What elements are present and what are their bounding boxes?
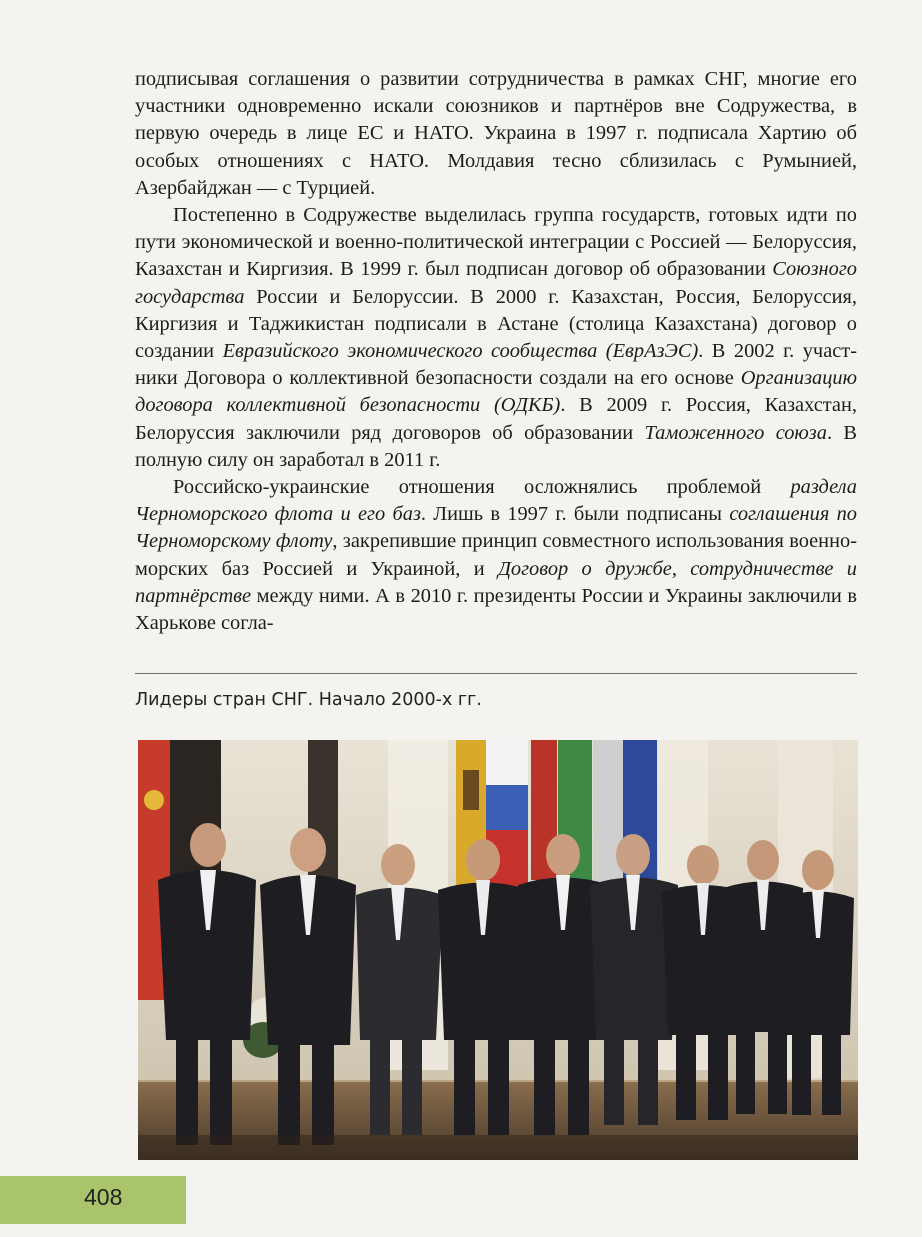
italic-term: Союзного государства	[135, 258, 857, 308]
body-text	[135, 66, 857, 637]
text-run: подписывая соглашения о развитии сотрудничества в рамках СНГ, многие его участники одновременно искали союзников и партнёров вне Содружества, в первую очередь в лице ЕС и НАТО. Украина в 1997 г. подписала Хартию об особых отношениях с НАТО. Молдавия тесно сблизилась с Румынией, Азербайджан — с Турцией.	[135, 68, 857, 199]
italic-term: Таможенного союза	[644, 421, 827, 444]
italic-term: раздела Черноморского флота и его баз	[135, 476, 857, 526]
text-run: Российско-украинские отношения осложнялись проблемой	[173, 476, 791, 499]
text-run: . В 2009 г. Россия, Казахстан, Белоруссия заключили ряд договоров об образовании	[135, 394, 857, 444]
text-run: . В полную силу он заработал в 2011 г.	[135, 421, 858, 471]
italic-term: Евразийского экономического сообщества (ЕврАзЭС)	[222, 340, 699, 363]
text-run: . Лишь в 1997 г. были подписаны	[420, 503, 730, 526]
italic-term: соглашения по Черноморскому флоту	[135, 503, 858, 553]
group-photo	[138, 740, 858, 1160]
paragraph-1	[135, 66, 857, 202]
text-run: . В 2002 г. участники Договора о коллективной безопасности создали на его основе	[135, 340, 857, 390]
text-run: России и Белоруссии. В 2000 г. Казахстан, Россия, Белоруссия, Киргизия и Таджикистан подписали в Астане (столица Казахстана) договор о создании	[135, 285, 857, 363]
paragraph-3	[135, 474, 857, 637]
group-photo-illustration	[138, 740, 858, 1160]
page-number: 408	[84, 1184, 123, 1210]
photo-caption: Лидеры стран СНГ. Начало 2000-х гг.	[135, 690, 482, 710]
text-run: Постепенно в Содружестве выделилась группа государств, готовых идти по пути экономической и военно-политической интеграции с Россией — Белоруссия, Казахстан и Киргизия. В 1999 г. был подписан договор об образовании	[135, 204, 857, 281]
text-run: между ними. А в 2010 г. президенты России и Украины заключили в Харькове согла-	[135, 584, 857, 635]
text-run: , закрепившие принцип совместного использования военно-морских баз Россией и Украиной, и	[135, 530, 857, 580]
paragraph-2	[135, 202, 857, 474]
italic-term: Договор о дружбе, сотрудничестве и партнёрстве	[135, 557, 857, 607]
italic-term: Организацию договора коллективной безопасности (ОДКБ)	[135, 367, 857, 417]
caption-divider	[135, 673, 857, 674]
